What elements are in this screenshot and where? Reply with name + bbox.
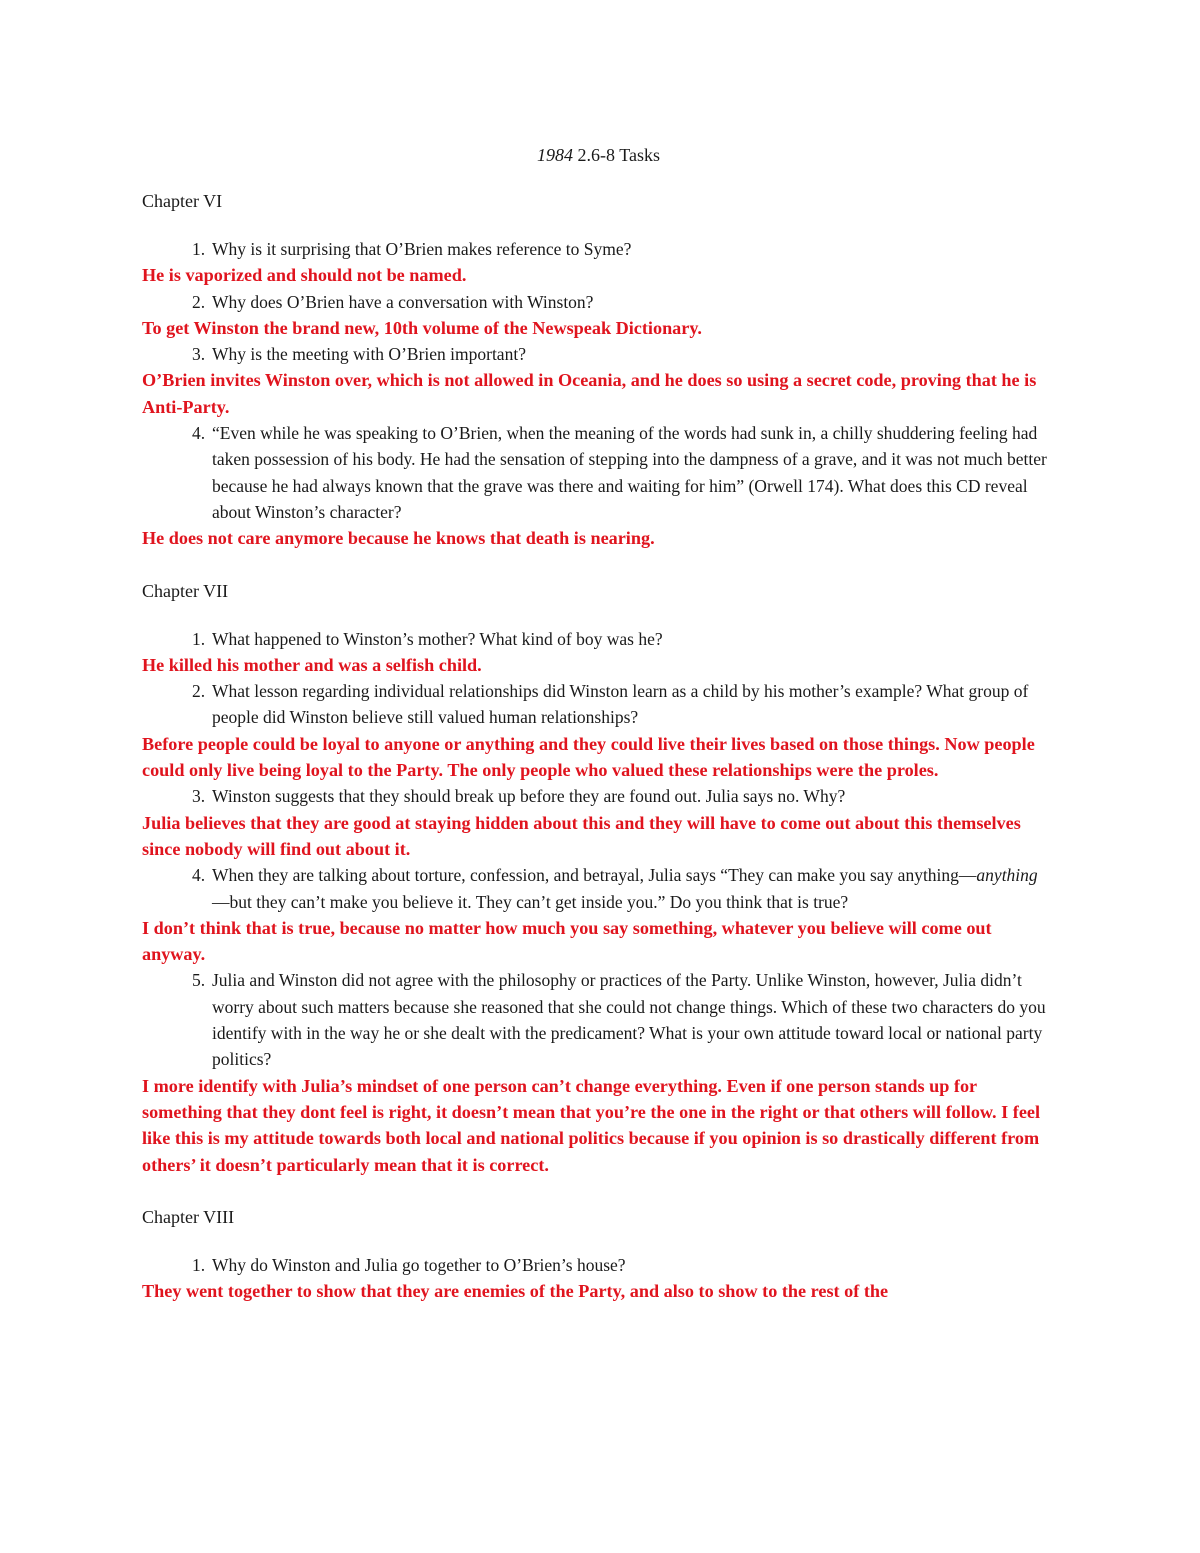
title-italic: 1984 [537,145,574,165]
answer-text: He is vaporized and should not be named. [142,265,467,286]
answer-text: He does not care anymore because he knows that death is nearing. [142,528,655,549]
question-item [142,678,1055,783]
question-item [142,1252,1055,1305]
question-item [142,236,1055,289]
question-number: 4. [192,865,206,886]
chapter-heading: Chapter VIII [142,1206,235,1227]
question-item [142,967,1055,1177]
chapter-heading: Chapter VII [142,580,229,601]
question-item [142,862,1055,967]
question-text-italic: anything [976,865,1038,886]
question-number: 1. [192,239,206,259]
question-text [212,862,1055,915]
question-text: Why does O’Brien have a conversation with Winston? [212,291,594,312]
question-number: 1. [192,628,206,649]
question-list [142,626,1055,1178]
question-number: 4. [192,423,206,444]
question-text: What happened to Winston’s mother? What kind of boy was he? [212,628,663,649]
question-text: Why is it surprising that O’Brien makes reference to Syme? [212,239,632,259]
question-number: 5. [192,970,206,991]
answer-text: Julia believes that they are good at staying hidden about this and they will have to come out about this themselves since nobody will find out about it. [142,812,1021,859]
question-text-after: —but they can’t make you believe it. They can’t get inside you.” Do you think that is true? [212,891,849,912]
question-number: 2. [192,291,206,312]
chapter-vii [142,578,1055,1178]
question-text: Why is the meeting with O’Brien important? [212,344,526,365]
answer-text: I more identify with Julia’s mindset of one person can’t change everything. Even if one person stands up for something that they dont feel is right, it doesn’t mean that you’re the one in the right or that others will follow. I feel like this is my attitude towards both local and national politics because if you opinion is so drastically different from others’ it doesn’t particularly mean that it is correct. [142,1075,1041,1175]
question-number: 3. [192,786,206,807]
chapter-viii [142,1204,1055,1305]
question-item [142,420,1055,551]
question-text: Why do Winston and Julia go together to O’Brien’s house? [212,1254,626,1275]
question-number: 2. [192,681,206,702]
answer-text: Before people could be loyal to anyone or anything and they could live their lives based on those things. Now people could only live being loyal to the Party. The only people who valued these relationships were the proles. [142,733,1035,781]
answer-text: He killed his mother and was a selfish child. [142,654,482,675]
question-text: “Even while he was speaking to O’Brien, when the meaning of the words had sunk in, a chilly shuddering feeling had taken possession of his body. He had the sensation of stepping into the dampness of a grave, and it was not much better because he had always known that the grave was there and waiting for him” (Orwell 174). What does this CD reveal about Winston’s character? [212,423,1047,522]
answer-text: O’Brien invites Winston over, which is not allowed in Oceania, and he does so using a secret code, proving that he is Anti-Party. [142,370,1037,417]
question-text-before: When they are talking about torture, confession, and betrayal, Julia says “They can make you say anything— [212,865,977,886]
answer-text: They went together to show that they are enemies of the Party, and also to show to the rest of the [142,1281,889,1302]
question-item [142,341,1055,420]
question-text: What lesson regarding individual relationships did Winston learn as a child by his mother’s example? What group of people did Winston believe still valued human relationships? [212,681,1029,728]
question-item [142,783,1055,862]
answer-text: To get Winston the brand new, 10th volume of the Newspeak Dictionary. [142,317,702,338]
document-title [142,142,1055,168]
chapter-vi [142,188,1055,552]
question-text: Julia and Winston did not agree with the philosophy or practices of the Party. Unlike Winston, however, Julia didn’t worry about such matters because she reasoned that she could not change things. Which of these two characters do you identify with in the way he or she dealt with the predicament? What is your own attitude toward local or national party politics? [212,970,1046,1070]
title-rest: 2.6-8 Tasks [573,145,660,165]
answer-text: I don’t think that is true, because no matter how much you say something, whatever you believe will come out anyway. [142,917,992,965]
question-text: Winston suggests that they should break up before they are found out. Julia says no. Why? [212,786,846,807]
question-number: 1. [192,1254,206,1275]
question-list [142,1252,1055,1305]
question-item [142,289,1055,342]
question-number: 3. [192,344,206,365]
question-item [142,626,1055,679]
chapter-heading: Chapter VI [142,191,223,211]
question-list [142,236,1055,552]
